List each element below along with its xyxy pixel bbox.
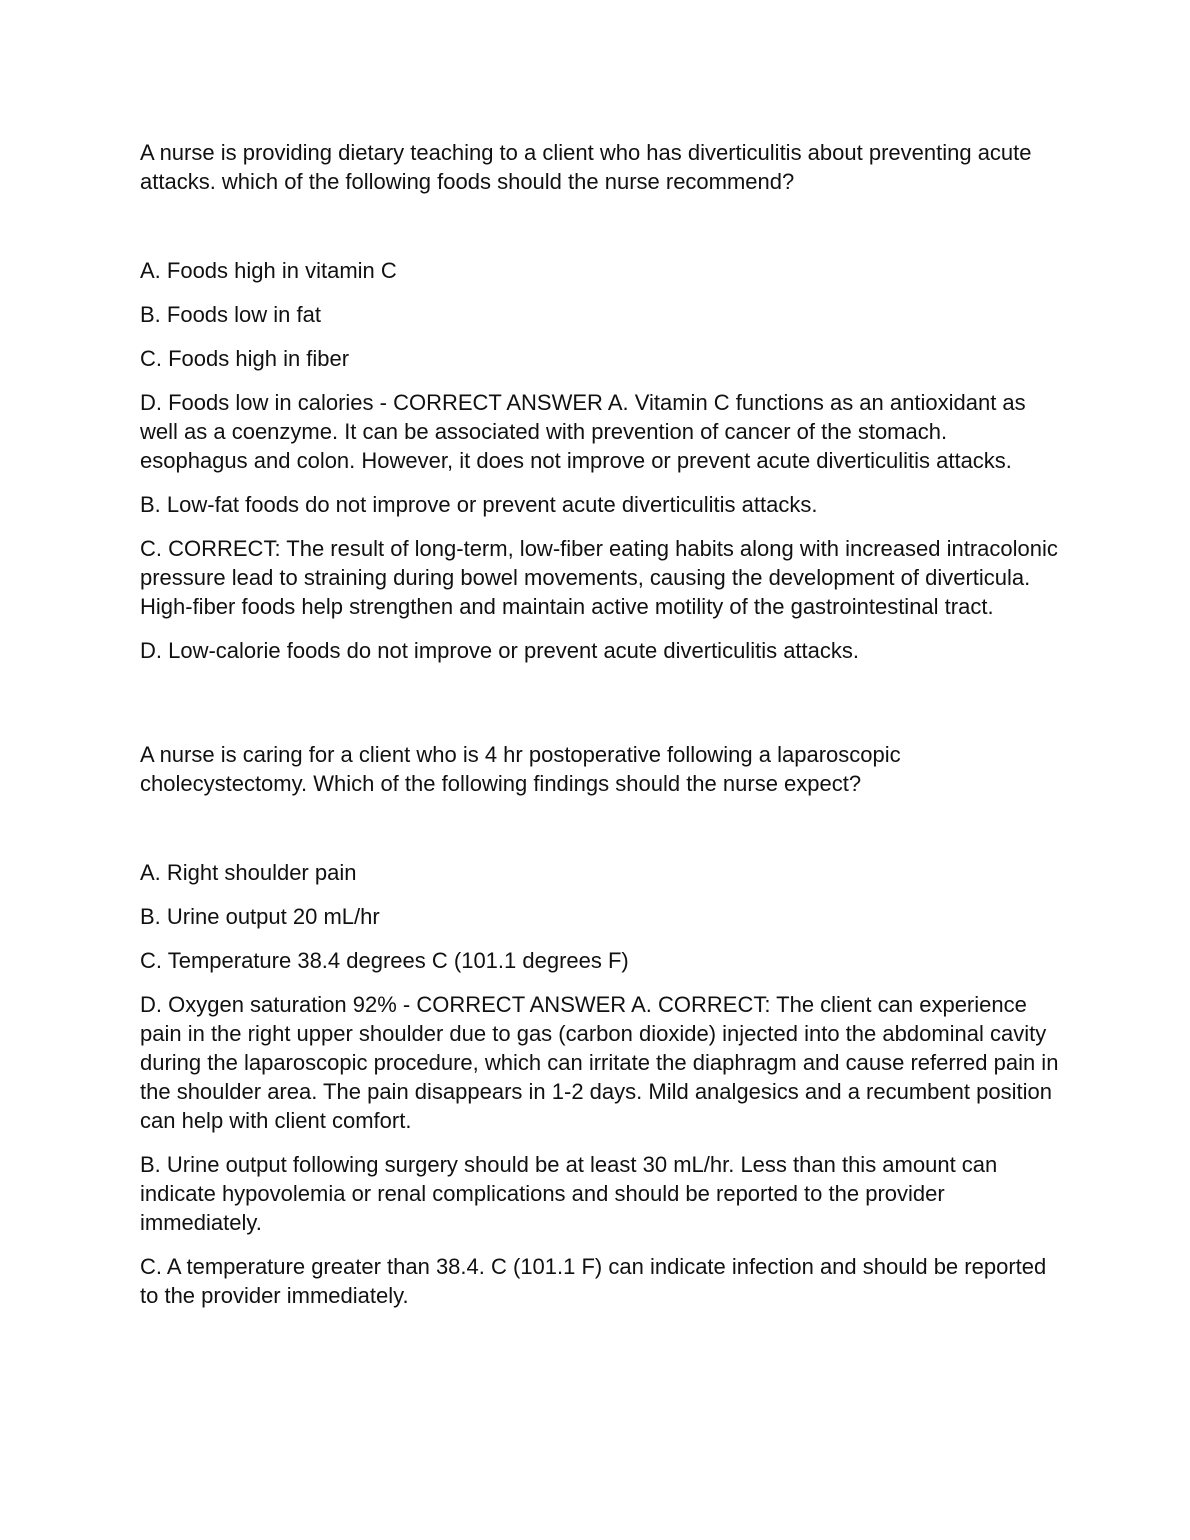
rationale-d: D. Low-calorie foods do not improve or prevent acute diverticulitis attacks.	[140, 638, 859, 663]
rationale-b: B. Low-fat foods do not improve or prevent acute diverticulitis attacks.	[140, 492, 818, 517]
option-d-answer: D. Oxygen saturation 92% - CORRECT ANSWER A. CORRECT: The client can experience pain in the right upper shoulder due to gas (carbon dioxide) injected into the abdominal cavity during the laparoscopic procedure, which can irritate the diaphragm and cause referred pain in the shoulder area. The pain disappears in 1-2 days. Mild analgesics and a recumbent position can help with client comfort.	[140, 992, 1059, 1133]
option-b: B. Urine output 20 mL/hr	[140, 904, 380, 929]
question-1	[140, 138, 1060, 665]
option-a: A. Foods high in vitamin C	[140, 258, 397, 283]
option-a: A. Right shoulder pain	[140, 860, 357, 885]
question-stem: A nurse is caring for a client who is 4 hr postoperative following a laparoscopic cholecystectomy. Which of the following findings should the nurse expect?	[140, 742, 901, 796]
option-c: C. Temperature 38.4 degrees C (101.1 degrees F)	[140, 948, 629, 973]
question-2	[140, 740, 1060, 1310]
option-c: C. Foods high in fiber	[140, 346, 350, 371]
document-page	[140, 138, 1060, 1325]
question-stem: A nurse is providing dietary teaching to a client who has diverticulitis about preventing acute attacks. which of the following foods should the nurse recommend?	[140, 140, 1032, 194]
rationale-c: C. CORRECT: The result of long-term, low-fiber eating habits along with increased intracolonic pressure lead to straining during bowel movements, causing the development of diverticula. High-fiber foods help strengthen and maintain active motility of the gastrointestinal tract.	[140, 536, 1058, 619]
rationale-b: B. Urine output following surgery should be at least 30 mL/hr. Less than this amount can indicate hypovolemia or renal complications and should be reported to the provider immediately.	[140, 1152, 998, 1235]
rationale-c: C. A temperature greater than 38.4. C (101.1 F) can indicate infection and should be reported to the provider immediately.	[140, 1254, 1047, 1308]
option-d-answer: D. Foods low in calories - CORRECT ANSWER A. Vitamin C functions as an antioxidant as well as a coenzyme. It can be associated with prevention of cancer of the stomach. esophagus and colon. However, it does not improve or prevent acute diverticulitis attacks.	[140, 390, 1026, 473]
option-b: B. Foods low in fat	[140, 302, 321, 327]
